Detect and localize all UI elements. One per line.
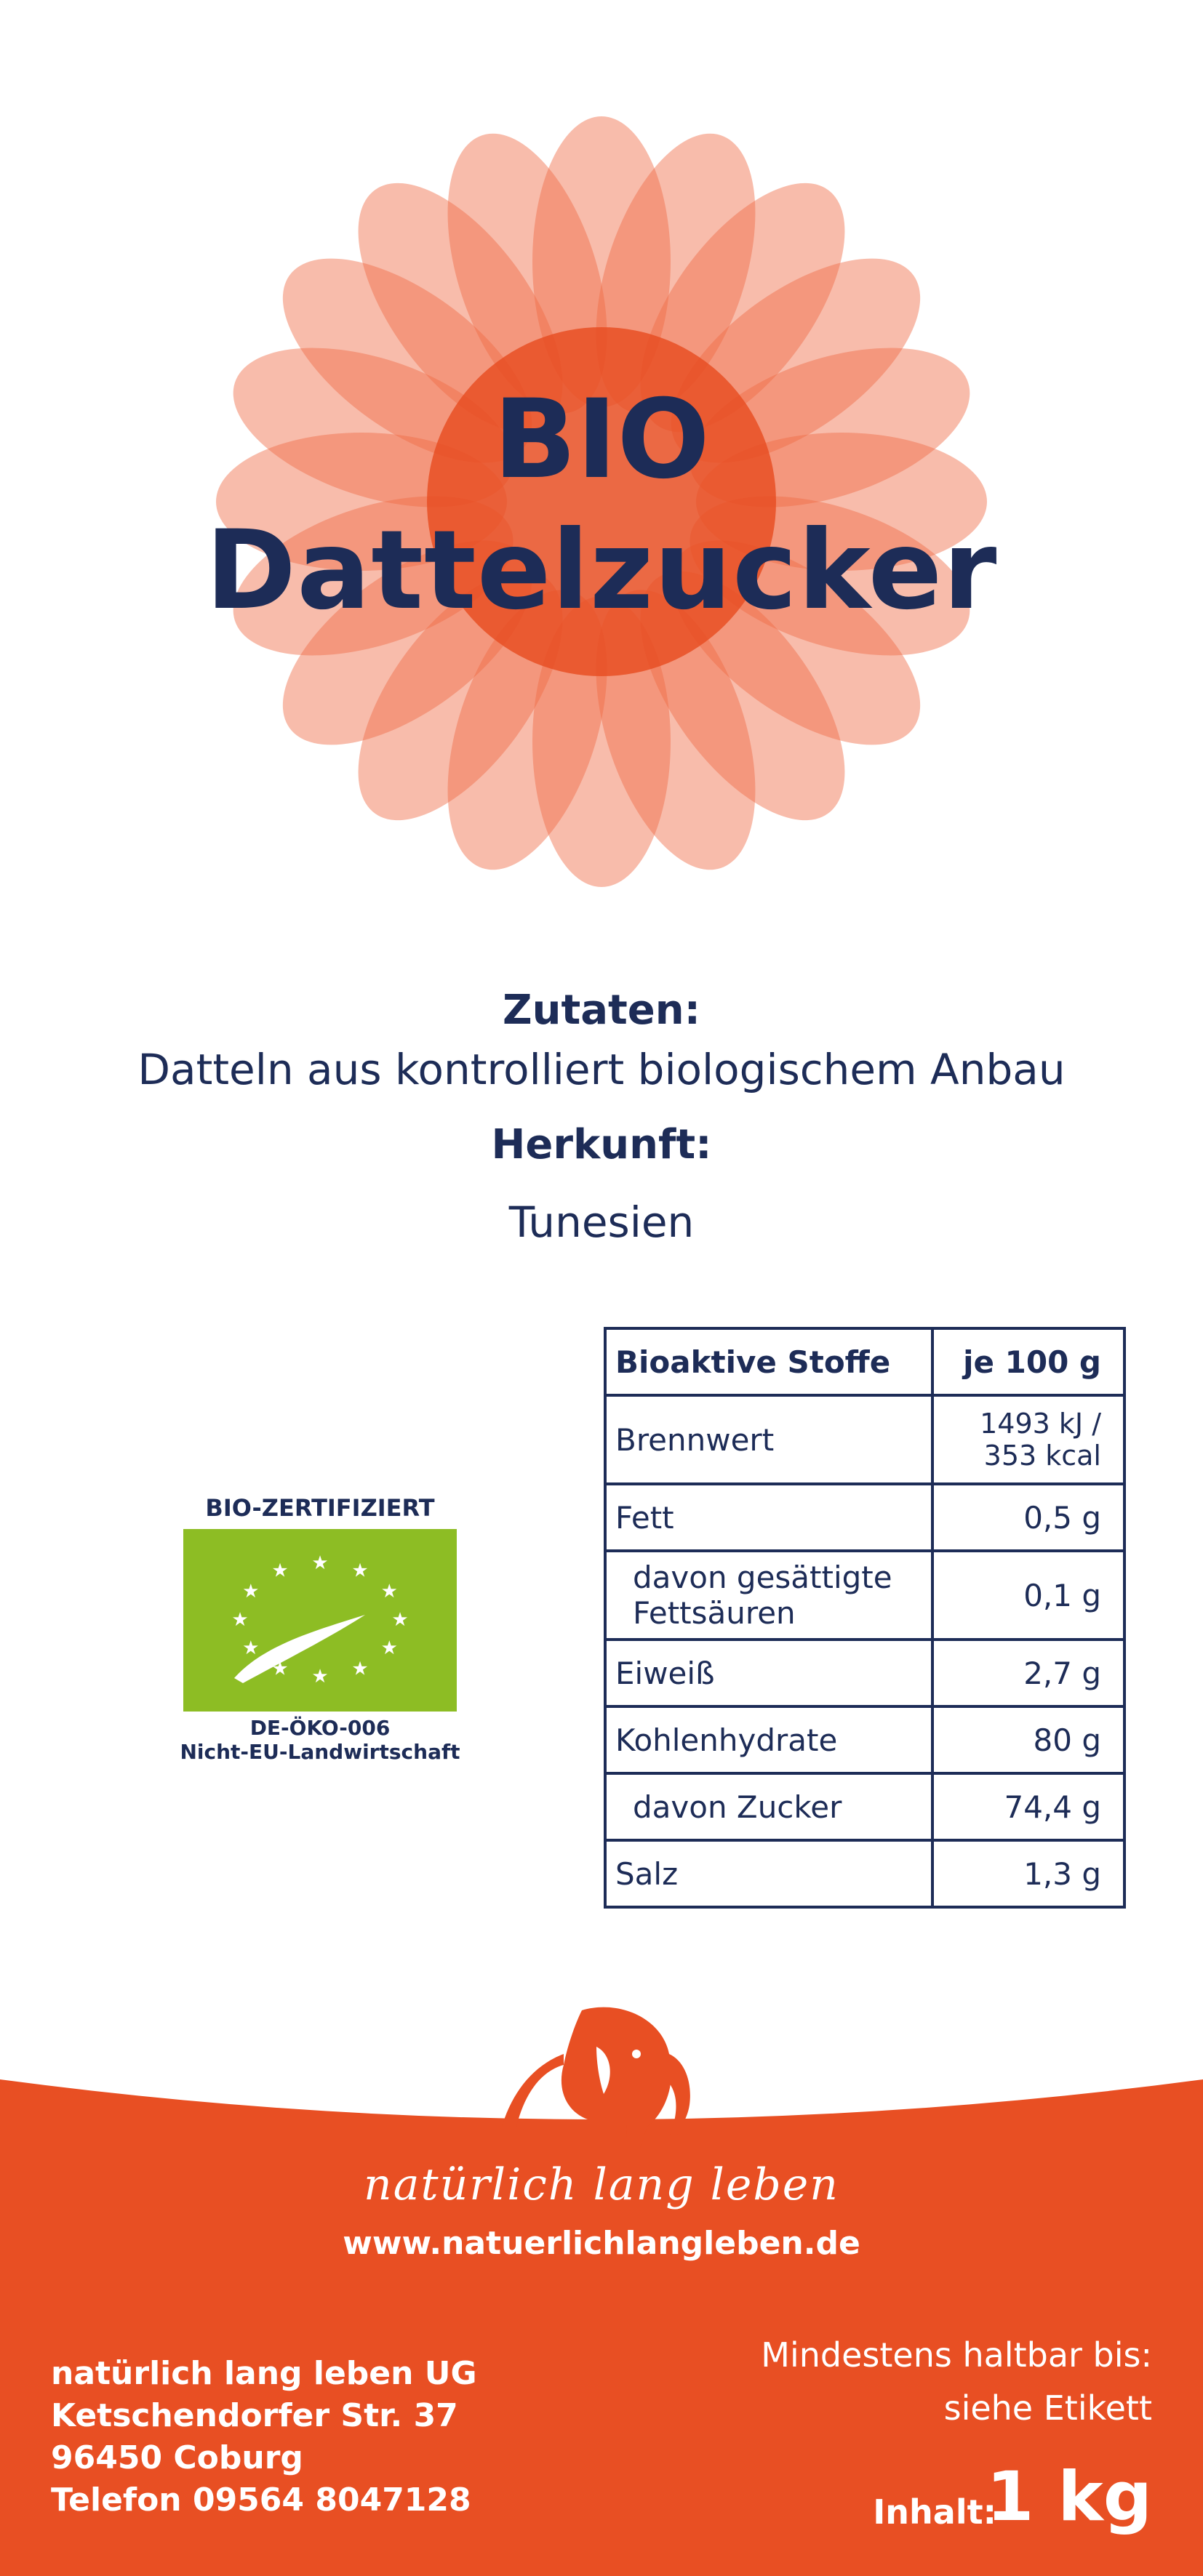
nutrient-name: Fett <box>605 1484 932 1551</box>
bio-certified-label: BIO-ZERTIFIZIERT <box>205 1494 435 1522</box>
ingredients-text: Datteln aus kontrolliert biologischem Anbau <box>137 1045 1066 1094</box>
website-url[interactable]: www.natuerlichlangleben.de <box>343 2225 860 2262</box>
nutrient-value: 0,1 g <box>932 1551 1124 1640</box>
table-row <box>605 1640 1124 1706</box>
table-row <box>605 1840 1124 1907</box>
nutrient-name: Kohlenhydrate <box>605 1706 932 1773</box>
nutrient-name: Salz <box>605 1840 932 1907</box>
ingredients-heading: Zutaten: <box>502 987 701 1034</box>
company-city: 96450 Coburg <box>51 2439 303 2476</box>
elephant-logo-icon <box>495 2003 698 2148</box>
nutrient-value: 1,3 g <box>932 1840 1124 1907</box>
star-icon: ★ <box>242 1637 260 1659</box>
star-icon: ★ <box>231 1609 249 1631</box>
nutrient-value: 74,4 g <box>932 1773 1124 1840</box>
nutrient-name: Eiweiß <box>605 1640 932 1706</box>
table-row <box>605 1484 1124 1551</box>
star-icon: ★ <box>311 1552 329 1574</box>
nutrient-value: 2,7 g <box>932 1640 1124 1706</box>
eu-organic-leaf-icon <box>183 1529 457 1712</box>
header-substance: Bioaktive Stoffe <box>605 1328 932 1395</box>
star-icon: ★ <box>391 1609 409 1631</box>
product-title-line2: Dattelzucker <box>205 507 998 634</box>
star-icon: ★ <box>311 1666 329 1688</box>
nutrient-name: Brennwert <box>605 1395 932 1484</box>
nutrient-value <box>932 1395 1124 1484</box>
table-row <box>605 1773 1124 1840</box>
header-per-100g: je 100 g <box>932 1328 1124 1395</box>
company-street: Ketschendorfer Str. 37 <box>51 2397 458 2434</box>
nutrient-name: davon Zucker <box>605 1773 932 1840</box>
company-phone: Telefon 09564 8047128 <box>51 2481 471 2519</box>
nutrient-value: 0,5 g <box>932 1484 1124 1551</box>
certification-code: DE-ÖKO-006 <box>249 1716 391 1740</box>
product-title-line1: BIO <box>493 377 710 503</box>
origin-heading: Herkunft: <box>491 1121 712 1168</box>
table-row <box>605 1706 1124 1773</box>
energy-kcal: 353 kcal <box>983 1440 1101 1472</box>
brand-tagline: natürlich lang leben <box>364 2159 839 2210</box>
star-icon: ★ <box>380 1581 398 1602</box>
nutrition-table <box>604 1327 1126 1909</box>
star-icon: ★ <box>242 1581 260 1602</box>
star-icon: ★ <box>380 1637 398 1659</box>
net-content-value: 1 kg <box>986 2457 1152 2537</box>
table-row <box>605 1395 1124 1484</box>
energy-kj: 1493 kJ / <box>980 1408 1101 1440</box>
net-content-label: Inhalt: <box>873 2492 996 2532</box>
nutrient-value: 80 g <box>932 1706 1124 1773</box>
best-before-value: siehe Etikett <box>943 2388 1152 2428</box>
origin-text: Tunesien <box>508 1197 695 1247</box>
company-name: natürlich lang leben UG <box>51 2355 477 2392</box>
agriculture-origin: Nicht-EU-Landwirtschaft <box>180 1740 460 1764</box>
star-icon: ★ <box>271 1658 289 1680</box>
star-icon: ★ <box>351 1560 369 1582</box>
table-row <box>605 1551 1124 1640</box>
table-header-row <box>605 1328 1124 1395</box>
star-icon: ★ <box>271 1560 289 1582</box>
star-icon: ★ <box>351 1658 369 1680</box>
nutrient-name: davon gesättigte Fettsäuren <box>605 1551 932 1640</box>
best-before-label: Mindestens haltbar bis: <box>761 2335 1152 2375</box>
